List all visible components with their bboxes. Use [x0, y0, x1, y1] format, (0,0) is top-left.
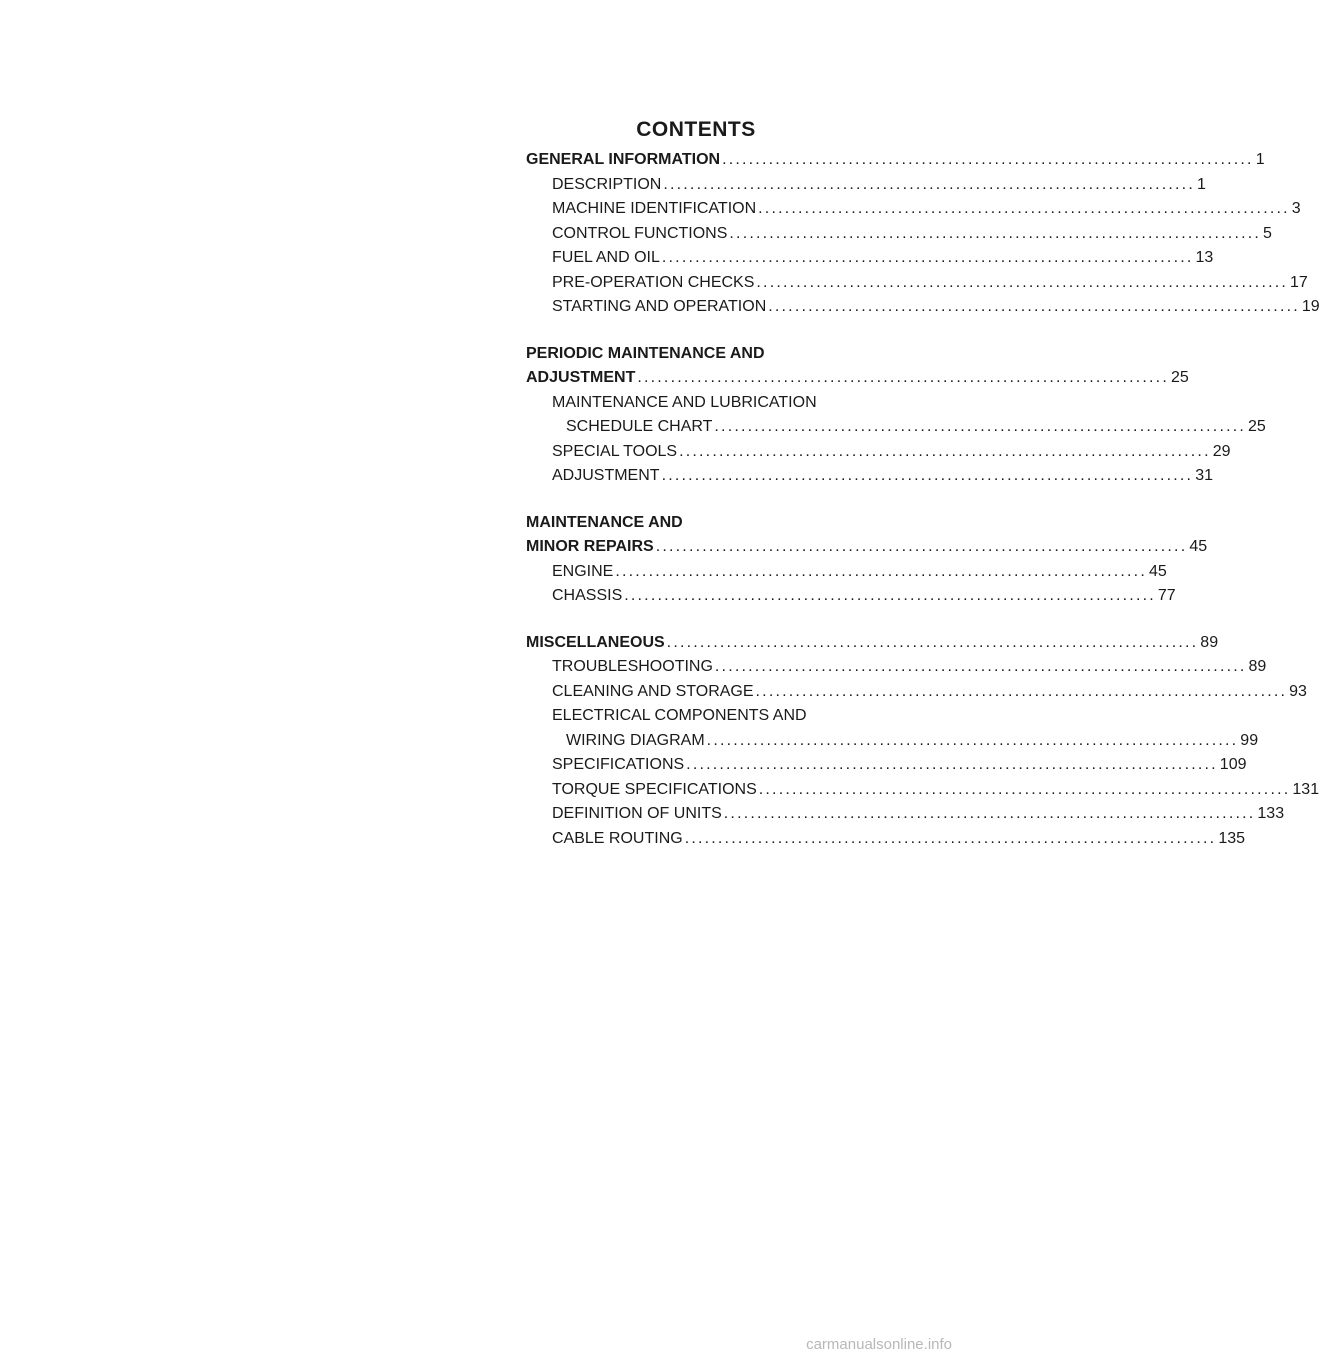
- toc-entry-page: 19: [1301, 298, 1320, 315]
- toc-entry-label: CLEANING AND STORAGE: [552, 682, 754, 700]
- toc-entry-label: ADJUSTMENT: [526, 369, 636, 386]
- toc-entry-label: MISCELLANEOUS: [526, 633, 665, 651]
- toc-entry-page: 45: [1189, 538, 1208, 555]
- toc-entry-label: FUEL AND OIL: [552, 249, 660, 266]
- toc-entry: [526, 680, 1307, 705]
- toc-section: [526, 631, 1320, 852]
- toc-entry: [526, 584, 1176, 609]
- table-of-contents: [526, 112, 1320, 873]
- dot-leader: ................................................................................: [679, 442, 1211, 460]
- toc-entry-page: 77: [1157, 587, 1176, 604]
- toc-entry: [526, 366, 1189, 391]
- dot-leader: ................................................................................: [637, 369, 1169, 386]
- dot-leader: ................................................................................: [686, 756, 1218, 773]
- toc-entry: [526, 197, 1301, 222]
- toc-entry-page: 3: [1291, 200, 1301, 217]
- dot-leader: ................................................................................: [666, 633, 1199, 651]
- toc-entry: [526, 511, 866, 536]
- toc-entry-label: MAINTENANCE AND: [526, 513, 683, 531]
- toc-entry-page: 109: [1219, 756, 1247, 773]
- dot-leader: ................................................................................: [663, 175, 1195, 193]
- toc-entry-page: 29: [1212, 442, 1231, 460]
- page-title: CONTENTS: [636, 118, 756, 141]
- footer-watermark: carmanualsonline.info: [806, 1336, 952, 1353]
- toc-entry: [526, 464, 1213, 489]
- dot-leader: ................................................................................: [722, 151, 1254, 168]
- toc-entry-label: PERIODIC MAINTENANCE AND: [526, 344, 765, 362]
- toc-entry-page: 1: [1255, 151, 1265, 168]
- toc-entry-page: 25: [1170, 369, 1189, 386]
- toc-entry-page: 99: [1240, 731, 1259, 749]
- toc-entry-label: ADJUSTMENT: [552, 467, 660, 484]
- toc-entry: [526, 295, 1320, 320]
- dot-leader: ................................................................................: [758, 780, 1291, 798]
- dot-leader: ................................................................................: [655, 538, 1188, 555]
- toc-entry-page: 25: [1248, 418, 1266, 435]
- toc-entry: [526, 222, 1272, 247]
- toc-entry-label: MINOR REPAIRS: [526, 538, 654, 555]
- toc-entry-page: 93: [1289, 682, 1307, 700]
- dot-leader: ................................................................................: [706, 731, 1239, 749]
- toc-entry: [526, 391, 866, 416]
- dot-leader: ................................................................................: [684, 829, 1217, 847]
- toc-entry-page: 31: [1195, 467, 1213, 484]
- toc-entry: [526, 173, 1206, 198]
- toc-entry-label: GENERAL INFORMATION: [526, 151, 721, 168]
- toc-entry-label: SCHEDULE CHART: [566, 418, 713, 435]
- toc-entry: [526, 535, 1208, 560]
- toc-entry: [526, 246, 1214, 271]
- dot-leader: ................................................................................: [615, 562, 1147, 580]
- toc-section: [526, 511, 1208, 609]
- toc-entry-page: 135: [1218, 829, 1246, 847]
- toc-entry: [526, 802, 1285, 827]
- toc-entry-label: CHASSIS: [552, 587, 623, 604]
- toc-entry-page: 1: [1196, 175, 1206, 193]
- toc-entry-label: ENGINE: [552, 562, 614, 580]
- toc-entry-page: 133: [1257, 805, 1285, 822]
- toc-entry-label: SPECIFICATIONS: [552, 756, 685, 773]
- toc-entry: [526, 148, 1265, 173]
- dot-leader: ................................................................................: [723, 805, 1256, 822]
- dot-leader: ................................................................................: [661, 467, 1194, 484]
- toc-entry-label: CONTROL FUNCTIONS: [552, 224, 728, 242]
- toc-entry-label: STARTING AND OPERATION: [552, 298, 767, 315]
- toc-entry-label: ELECTRICAL COMPONENTS AND: [552, 707, 807, 724]
- toc-entry-label: MACHINE IDENTIFICATION: [552, 200, 757, 217]
- dot-leader: ................................................................................: [756, 273, 1289, 291]
- toc-entry-label: MAINTENANCE AND LUBRICATION: [552, 393, 817, 411]
- dot-leader: ................................................................................: [729, 224, 1262, 242]
- toc-entry: [526, 440, 1231, 465]
- toc-entry: [526, 655, 1267, 680]
- dot-leader: ................................................................................: [768, 298, 1300, 315]
- toc-entry-page: 89: [1200, 633, 1219, 651]
- toc-entry-label: TROUBLESHOOTING: [552, 658, 713, 675]
- toc-entry-page: 13: [1195, 249, 1214, 266]
- toc-entry-label: SPECIAL TOOLS: [552, 442, 678, 460]
- toc-entry-label: CABLE ROUTING: [552, 829, 683, 847]
- toc-entry-page: 131: [1292, 780, 1320, 798]
- toc-sections: [526, 148, 1320, 851]
- toc-entry-page: 17: [1290, 273, 1308, 291]
- toc-entry-label: PRE-OPERATION CHECKS: [552, 273, 755, 291]
- toc-section: [526, 148, 1320, 320]
- toc-entry: [526, 415, 1266, 440]
- dot-leader: ................................................................................: [714, 418, 1247, 435]
- toc-entry: [526, 753, 1247, 778]
- toc-entry-label: TORQUE SPECIFICATIONS: [552, 780, 757, 798]
- toc-entry: [526, 271, 1308, 296]
- toc-entry-page: 45: [1148, 562, 1167, 580]
- toc-entry: [526, 778, 1320, 803]
- dot-leader: ................................................................................: [758, 200, 1290, 217]
- toc-entry-label: WIRING DIAGRAM: [566, 731, 705, 749]
- toc-entry-page: 89: [1248, 658, 1267, 675]
- toc-section: [526, 342, 1266, 489]
- toc-entry: [526, 827, 1246, 852]
- toc-entry: [526, 704, 866, 729]
- dot-leader: ................................................................................: [755, 682, 1288, 700]
- toc-entry: [526, 729, 1259, 754]
- toc-entry: [526, 631, 1219, 656]
- dot-leader: ................................................................................: [714, 658, 1247, 675]
- toc-entry-label: DEFINITION OF UNITS: [552, 805, 722, 822]
- toc-entry: [526, 560, 1167, 585]
- toc-entry-label: DESCRIPTION: [552, 175, 662, 193]
- dot-leader: ................................................................................: [661, 249, 1194, 266]
- dot-leader: ................................................................................: [624, 587, 1156, 604]
- toc-entry: [526, 342, 866, 367]
- toc-entry-page: 5: [1263, 224, 1272, 242]
